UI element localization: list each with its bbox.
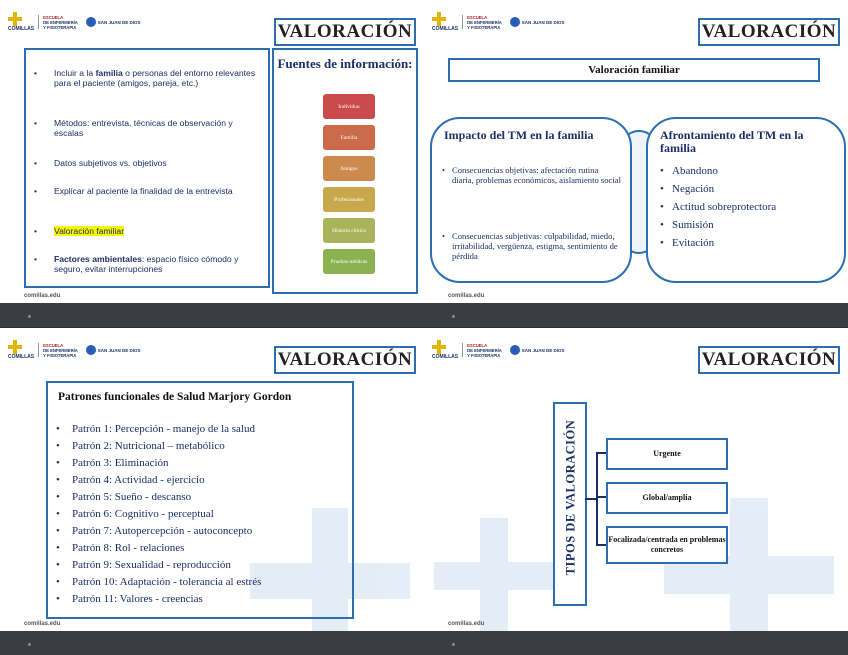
slide-title: VALORACIÓN — [274, 346, 416, 374]
patterns-title: Patrones funcionales de Salud Marjory Gordon — [58, 391, 292, 403]
source-amigos: Amigos — [323, 156, 375, 181]
coping-item: • Negación — [660, 183, 715, 195]
impact-bubble — [430, 117, 632, 283]
connector-line — [596, 544, 606, 546]
pattern-item: • Patrón 7: Autopercepción - autoconcepto — [56, 525, 253, 537]
impact-item: • Consecuencias subjetivas: culpabilidad, miedo, irritabilidad, vergüenza, estigma, sentimiento de pérdida — [442, 231, 618, 261]
list-item-highlight: • Valoración familiar — [34, 226, 125, 236]
valoracion-list — [24, 48, 270, 288]
sources-panel — [272, 48, 418, 294]
sjd-emblem-icon — [510, 17, 520, 27]
connector-line — [596, 452, 606, 454]
coping-item: • Abandono — [660, 165, 718, 177]
source-individuo: Individuo — [323, 94, 375, 119]
watermark-cross-icon — [434, 518, 554, 648]
sjd-emblem-icon — [86, 345, 96, 355]
source-pruebas-medicas: Pruebas médicas — [323, 249, 375, 274]
source-familia: Familia — [323, 125, 375, 150]
footer-bar — [424, 631, 848, 655]
list-item: • Datos subjetivos vs. objetivos — [34, 158, 167, 168]
footer-bar — [0, 631, 424, 655]
institution-logo: COMILLAS ESCUELA DE ENFERMERÍA Y FISIOTERAPIA SAN JUAN DE DIOS — [432, 340, 565, 360]
connector-line — [596, 452, 598, 546]
coping-title: Afrontamiento del TM en la familia — [660, 128, 804, 155]
list-item: • Métodos: entrevista, técnicas de observación y escalas — [34, 118, 233, 138]
coping-item: • Evitación — [660, 237, 715, 249]
pattern-item: • Patrón 8: Rol - relaciones — [56, 542, 185, 554]
pattern-item: • Patrón 4: Actividad - ejercicio — [56, 474, 205, 486]
type-global: Global/amplia — [606, 482, 728, 514]
pattern-item: • Patrón 10: Adaptación - tolerancia al estrés — [56, 576, 262, 588]
source-historia-clinica: Historia clínica — [323, 218, 375, 243]
pattern-item: • Patrón 3: Eliminación — [56, 457, 169, 469]
slide-4[interactable] — [424, 328, 848, 655]
list-item: • Factores ambientales: espacio físico cómodo y seguro, evitar interrupciones — [34, 254, 239, 274]
footer-url: comillas.edu — [448, 293, 485, 299]
sources-title: Fuentes de información: — [277, 56, 413, 71]
comillas-logo-text: COMILLAS — [8, 26, 35, 32]
pattern-item: • Patrón 1: Percepción - manejo de la salud — [56, 423, 255, 435]
pattern-item: • Patrón 11: Valores - creencias — [56, 593, 203, 605]
tipos-valoracion-box — [553, 402, 587, 606]
institution-logo: COMILLAS ESCUELA DE ENFERMERÍA Y FISIOTERAPIA SAN JUAN DE DIOS — [432, 12, 565, 32]
slide-3[interactable] — [0, 328, 424, 655]
footer-bar — [0, 303, 424, 327]
connector-line — [585, 498, 596, 500]
pattern-item: • Patrón 9: Sexualidad - reproducción — [56, 559, 231, 571]
type-urgente: Urgente — [606, 438, 728, 470]
comillas-cross-icon — [8, 12, 22, 26]
footer-url: comillas.edu — [448, 621, 485, 627]
pattern-item: • Patrón 2: Nutricional – metabólico — [56, 440, 225, 452]
comillas-cross-icon — [432, 12, 446, 26]
pattern-item: • Patrón 6: Cognitivo - perceptual — [56, 508, 214, 520]
slide-2[interactable] — [424, 0, 848, 327]
footer-bar — [424, 303, 848, 327]
gordon-patterns-panel — [46, 381, 354, 619]
pattern-item: • Patrón 5: Sueño - descanso — [56, 491, 192, 503]
sjd-emblem-icon — [86, 17, 96, 27]
school-logo-text: ESCUELA DE ENFERMERÍA Y FISIOTERAPIA — [43, 14, 78, 30]
list-item: • Explicar al paciente la finalidad de la entrevista — [34, 186, 233, 196]
type-focalizada: Focalizada/centrada en problemas concretos — [606, 526, 728, 564]
list-item: • Incluir a la familia o personas del entorno relevantes para el paciente (amigos, pareja, etc.) — [34, 68, 256, 88]
footer-url: comillas.edu — [24, 621, 61, 627]
coping-bubble — [646, 117, 846, 283]
impact-title: Impacto del TM en la familia — [444, 128, 594, 142]
institution-logo — [8, 12, 141, 32]
sjd-logo: SAN JUAN DE DIOS — [86, 17, 141, 27]
comillas-cross-icon — [8, 340, 22, 354]
slide-title: VALORACIÓN — [274, 18, 416, 46]
slide-title: VALORACIÓN — [698, 18, 840, 46]
coping-item: • Sumisión — [660, 219, 714, 231]
institution-logo: COMILLAS ESCUELA DE ENFERMERÍA Y FISIOTERAPIA SAN JUAN DE DIOS — [8, 340, 141, 360]
source-profesionales: Profesionales — [323, 187, 375, 212]
connector-line — [596, 496, 606, 498]
impact-item: • Consecuencias objetivas: afectación rutina diaria, problemas económicos, aislamiento social — [442, 165, 621, 185]
comillas-cross-icon — [432, 340, 446, 354]
tipos-valoracion-label: TIPOS DE VALORACIÓN — [563, 419, 578, 576]
coping-item: • Actitud sobreprotectora — [660, 201, 777, 213]
valoracion-familiar-header: Valoración familiar — [448, 58, 820, 82]
slide-title: VALORACIÓN — [698, 346, 840, 374]
sjd-emblem-icon — [510, 345, 520, 355]
footer-url: comillas.edu — [24, 293, 61, 299]
slide-1[interactable] — [0, 0, 424, 327]
